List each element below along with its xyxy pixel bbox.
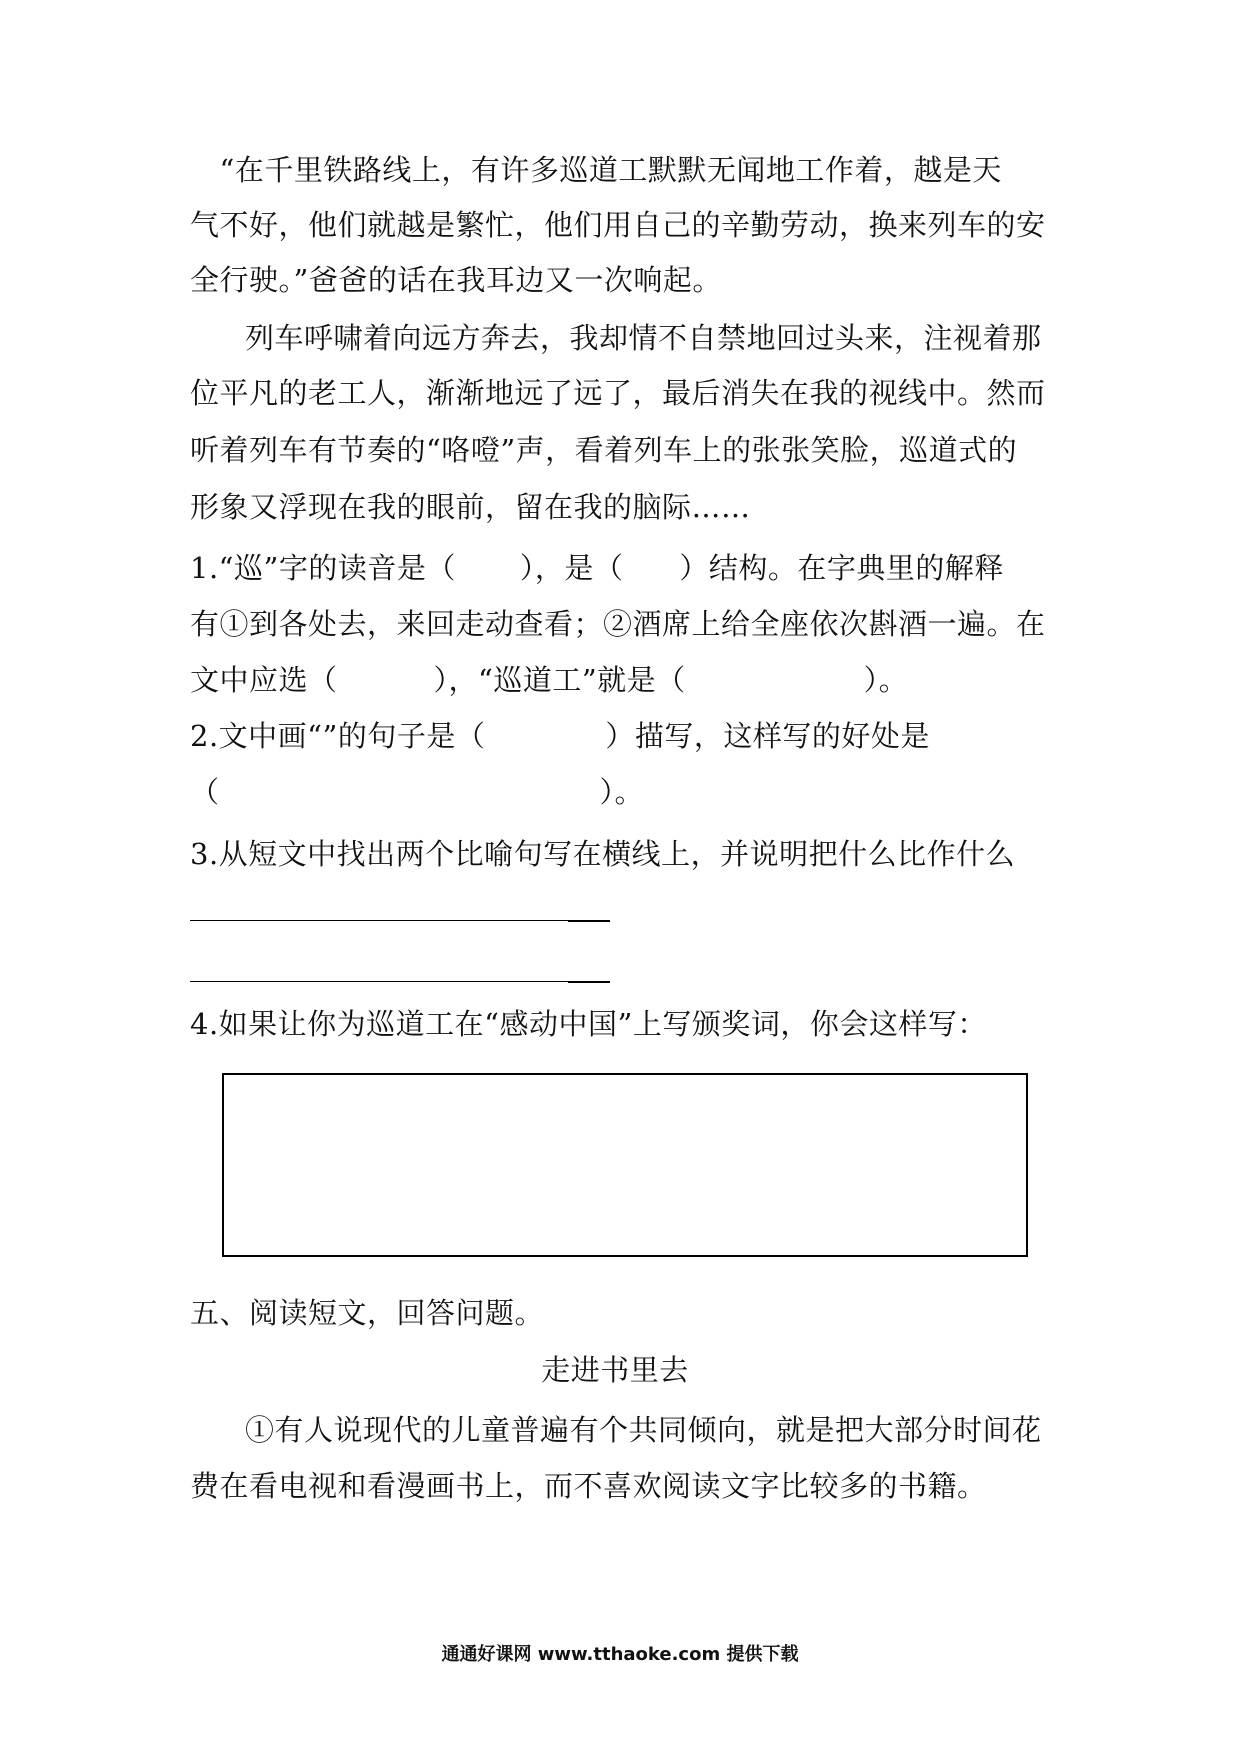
- answer-line-end: [568, 920, 610, 922]
- question-text: 2.文中画“”的句子是（: [190, 719, 486, 753]
- question-text: （: [190, 775, 220, 809]
- question-text: 1.“巡”字的读音是（: [190, 551, 456, 585]
- passage-line: “在千里铁路线上，有许多巡道工默默无闻地工作着，越是天: [190, 153, 1002, 187]
- article-title: 走进书里去: [541, 1353, 689, 1387]
- passage-line: 听着列车有节奏的“咯噔”声，看着列车上的张张笑脸，巡道式的: [190, 433, 1018, 467]
- answer-box[interactable]: [222, 1073, 1028, 1257]
- question-text: ）结构。在字典里的解释: [679, 551, 1004, 585]
- question-1-line-2: 有①到各处去，来回走动查看；②酒席上给全座依次斟酒一遍。在: [190, 607, 1046, 641]
- question-text: ）。: [599, 775, 645, 809]
- passage-line: 位平凡的老工人，渐渐地远了远了，最后消失在我的视线中。然而: [190, 376, 1046, 410]
- question-1-line-3: [190, 660, 1040, 700]
- question-text: ），“巡道工”就是（: [433, 663, 686, 697]
- question-2-line-2: [190, 772, 1040, 812]
- passage-line: 全行驶。”爸爸的话在我耳边又一次响起。: [190, 263, 722, 297]
- passage-line: 费在看电视和看漫画书上，而不喜欢阅读文字比较多的书籍。: [190, 1469, 987, 1503]
- question-3-line-1: 3.从短文中找出两个比喻句写在横线上，并说明把什么比作什么: [190, 837, 1016, 871]
- passage-line: ①有人说现代的儿童普遍有个共同倾向，就是把大部分时间花: [245, 1413, 1042, 1447]
- question-1-line-1: [190, 548, 1040, 588]
- section-heading: 五、阅读短文，回答问题。: [190, 1296, 545, 1330]
- question-4-line-1: 4.如果让你为巡道工在“感动中国”上写颁奖词，你会这样写：: [190, 1007, 987, 1041]
- question-text: ），是（: [519, 551, 624, 585]
- question-text: ）。: [863, 663, 909, 697]
- question-text: ）描写，这样写的好处是: [605, 719, 930, 753]
- answer-line[interactable]: [190, 981, 610, 982]
- footer-text: 通通好课网 www.tthaoke.com 提供下载: [441, 1644, 799, 1665]
- passage-line: 列车呼啸着向远方奔去，我却情不自禁地回过头来，注视着那: [245, 321, 1042, 355]
- passage-line: 气不好，他们就越是繁忙，他们用自己的辛勤劳动，换来列车的安: [190, 208, 1046, 242]
- passage-line: 形象又浮现在我的眼前，留在我的脑际……: [190, 490, 751, 524]
- answer-line-end: [568, 981, 610, 983]
- question-text: 文中应选（: [190, 663, 338, 697]
- question-2-line-1: [190, 716, 1040, 756]
- answer-line[interactable]: [190, 920, 610, 921]
